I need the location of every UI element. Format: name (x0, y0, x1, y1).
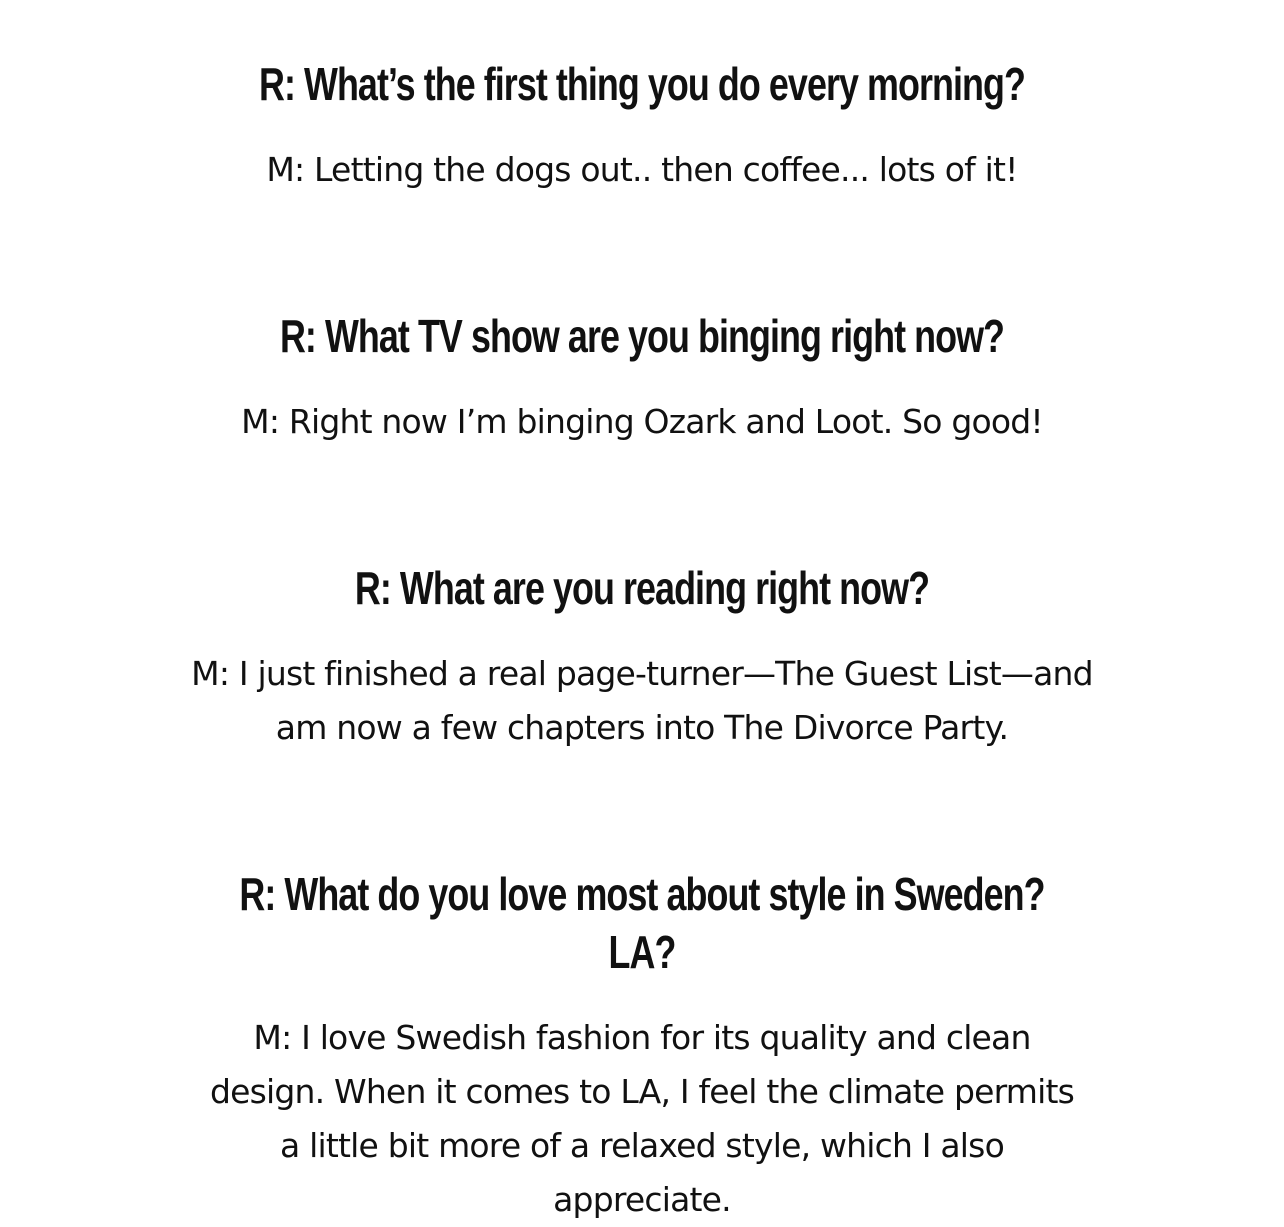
interview-question: R: What are you reading right now? (354, 562, 930, 614)
interview-question: R: What do you love most about style in Sweden? LA? (239, 868, 1045, 978)
interview-question: R: What TV show are you binging right now? (279, 310, 1005, 362)
qa-item (0, 559, 1284, 755)
interview-answer: M: Letting the dogs out.. then coffee... lots of it! (266, 150, 1018, 189)
qa-item (0, 307, 1284, 449)
interview-answer: M: I love Swedish fashion for its quality and clean design. When it comes to LA, I feel the climate permits a little bit more of a relaxed style, which I also appreciate. (209, 1018, 1075, 1219)
interview-answer: M: I just finished a real page-turner—The Guest List—and am now a few chapters into The Divorce Party. (191, 654, 1093, 747)
qa-item (0, 55, 1284, 197)
interview-question: R: What’s the first thing you do every morning? (258, 58, 1025, 110)
qa-item (0, 865, 1284, 1227)
interview-answer: M: Right now I’m binging Ozark and Loot. So good! (241, 402, 1043, 441)
